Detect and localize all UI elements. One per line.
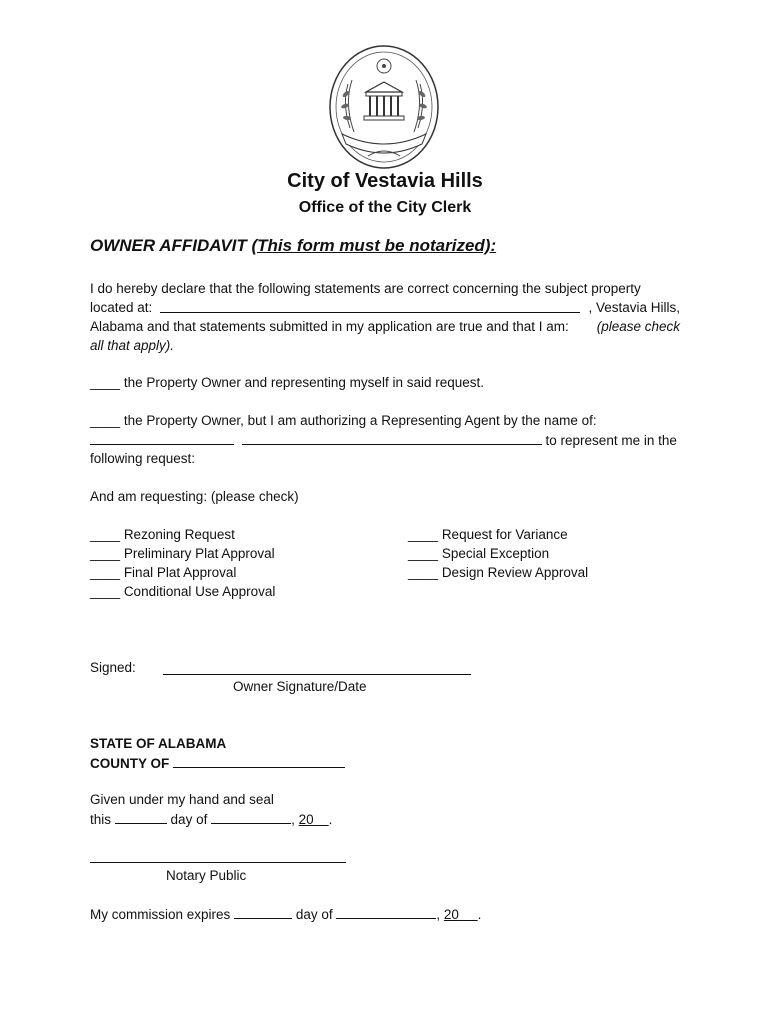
city-seal-icon <box>328 44 440 170</box>
form-heading <box>90 236 496 256</box>
county-row: COUNTY OF <box>90 753 345 773</box>
state-label: STATE OF ALABAMA <box>90 736 227 751</box>
heading-note: (This form must be notarized): <box>251 236 497 255</box>
given-month-field[interactable] <box>211 809 291 824</box>
commission-month-field[interactable] <box>336 904 436 919</box>
given-date-row: this day of , 20 . <box>90 809 332 829</box>
request-variance: ____ Request for Variance <box>408 527 568 542</box>
notary-signature-line[interactable] <box>90 862 346 863</box>
agent-name-field[interactable] <box>242 430 542 445</box>
requesting-label: And am requesting: (please check) <box>90 489 299 504</box>
commission-day-field[interactable] <box>234 904 292 919</box>
signed-label: Signed: <box>90 660 136 675</box>
intro-line-4: all that apply). <box>90 338 175 353</box>
intro-paragraph <box>90 279 680 355</box>
given-text: Given under my hand and seal <box>90 792 274 807</box>
signature-caption: Owner Signature/Date <box>233 679 367 694</box>
signature-line[interactable] <box>163 674 471 675</box>
intro-line-2: located at: , Vestavia Hills, <box>90 300 680 315</box>
request-checkbox[interactable]: ____ <box>90 565 121 580</box>
request-rezoning: ____ Rezoning Request <box>90 527 235 542</box>
request-checkbox[interactable]: ____ <box>408 546 439 561</box>
heading-title: OWNER AFFIDAVIT <box>90 236 252 255</box>
option-owner-self: ____ the Property Owner and representing myself in said request. <box>90 375 484 390</box>
agent-suffix-line: following request: <box>90 451 196 466</box>
option-owner-agent: ____ the Property Owner, but I am authorizing a Representing Agent by the name of: <box>90 413 597 428</box>
request-checkbox[interactable]: ____ <box>90 546 121 561</box>
notary-caption: Notary Public <box>166 868 247 883</box>
request-checkbox[interactable]: ____ <box>90 584 121 599</box>
request-conditional-use: ____ Conditional Use Approval <box>90 584 276 599</box>
given-year-field[interactable]: 20 <box>298 812 314 827</box>
office-name: Office of the City Clerk <box>298 199 472 216</box>
request-special-exception: ____ Special Exception <box>408 546 550 561</box>
request-design-review: ____ Design Review Approval <box>408 565 589 580</box>
request-preliminary-plat: ____ Preliminary Plat Approval <box>90 546 275 561</box>
owner-self-checkbox[interactable]: ____ <box>90 375 121 390</box>
intro-line-3: Alabama and that statements submitted in my application are true and that I am: (please check <box>90 319 680 334</box>
intro-line-1: I do hereby declare that the following statements are correct concerning the subject property <box>90 281 641 296</box>
owner-agent-checkbox[interactable]: ____ <box>90 413 121 428</box>
city-name: City of Vestavia Hills <box>287 170 483 192</box>
county-field[interactable] <box>173 753 345 768</box>
property-address-field[interactable] <box>160 298 580 313</box>
given-day-field[interactable] <box>115 809 167 824</box>
request-checkbox[interactable]: ____ <box>90 527 121 542</box>
request-checkbox[interactable]: ____ <box>408 565 439 580</box>
commission-row: My commission expires day of , 20 . <box>90 904 481 924</box>
commission-year-field[interactable]: 20 <box>443 907 459 922</box>
agent-name-row: to represent me in the <box>90 430 677 450</box>
request-final-plat: ____ Final Plat Approval <box>90 565 237 580</box>
request-checkbox[interactable]: ____ <box>408 527 439 542</box>
agent-first-name-field[interactable] <box>90 430 234 445</box>
